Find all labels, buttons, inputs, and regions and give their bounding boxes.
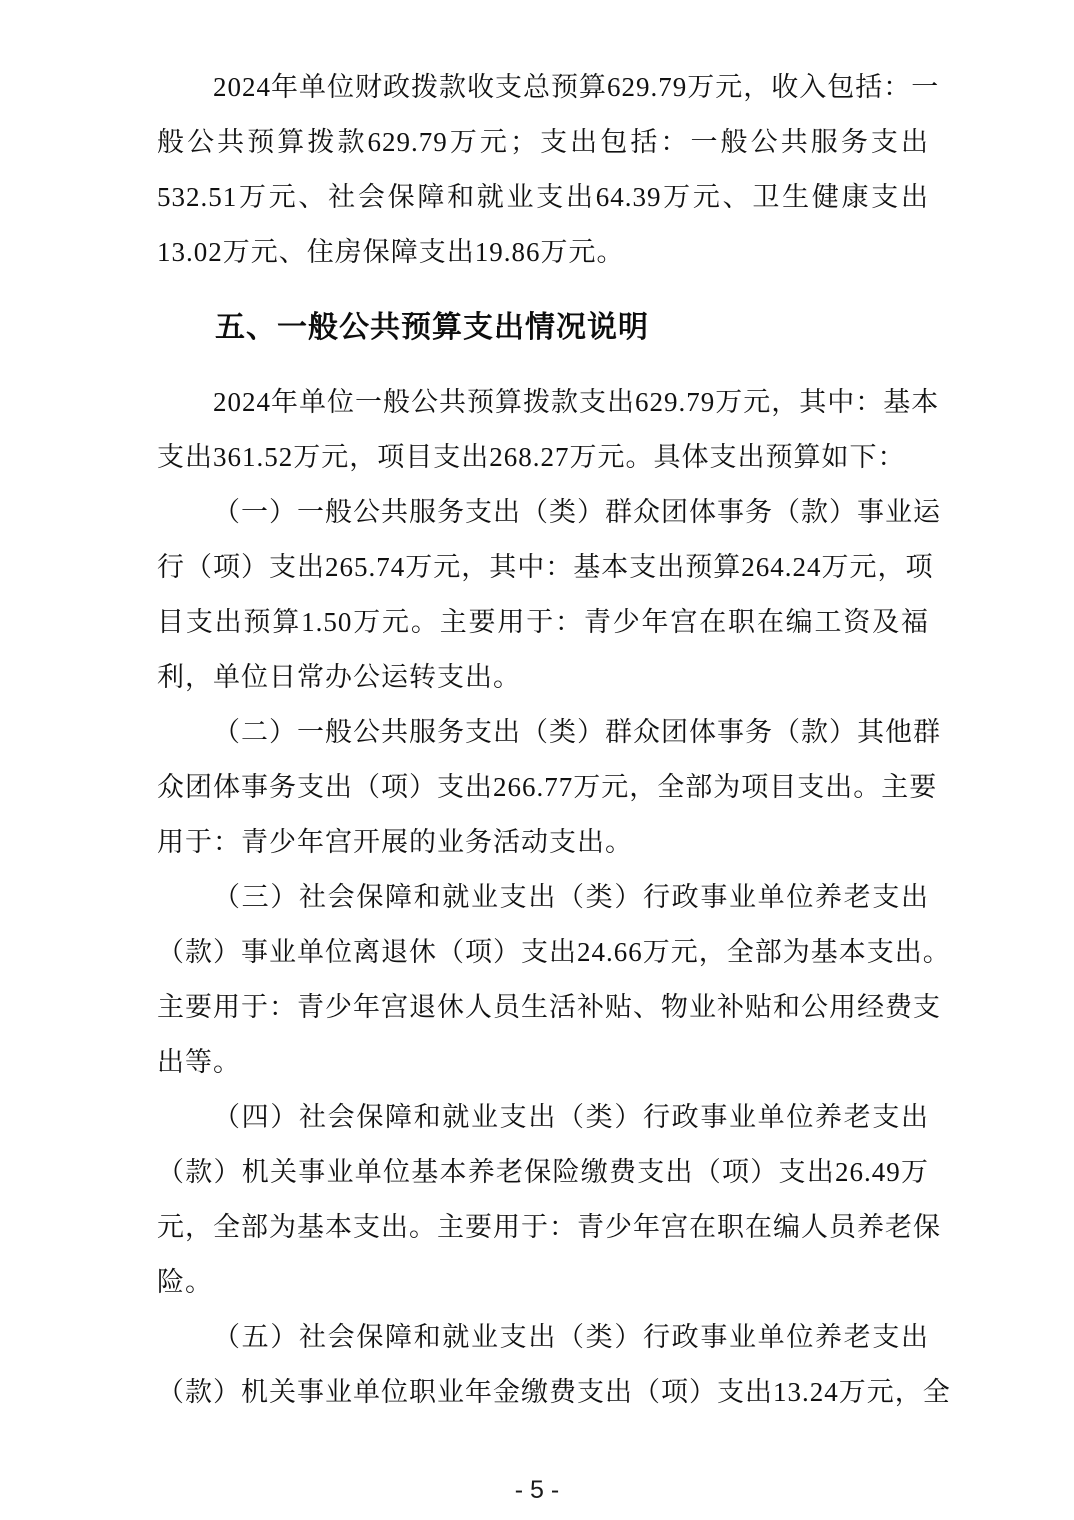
page-number: - 5 -: [514, 1476, 560, 1504]
item-paragraph-3: [157, 870, 951, 1090]
text-line: （五）社会保障和就业支出（类）行政事业单位养老支出: [213, 1322, 929, 1352]
section-heading: 五、一般公共预算支出情况说明: [215, 311, 649, 344]
item-paragraph-2: [157, 705, 941, 870]
text-line: 出等。: [157, 1047, 241, 1077]
text-line: （四）社会保障和就业支出（类）行政事业单位养老支出: [213, 1102, 929, 1132]
text-line: （款）机关事业单位基本养老保险缴费支出（项）支出26.49万: [157, 1157, 929, 1187]
text-line: 目支出预算1.50万元。主要用于：青少年宫在职在编工资及福: [157, 607, 929, 637]
item-paragraph-5: [157, 1310, 951, 1420]
text-line: 险。: [157, 1267, 213, 1297]
text-line: （三）社会保障和就业支出（类）行政事业单位养老支出: [213, 882, 929, 912]
text-line: 13.02万元、住房保障支出19.86万元。: [157, 237, 625, 267]
text-line: 元，全部为基本支出。主要用于：青少年宫在职在编人员养老保: [157, 1212, 941, 1242]
expenditure-overview-paragraph: [157, 375, 940, 485]
text-line: 般公共预算拨款629.79万元；支出包括：一般公共服务支出: [157, 127, 929, 157]
text-line: 主要用于：青少年宫退休人员生活补贴、物业补贴和公用经费支: [157, 992, 941, 1022]
text-line: 2024年单位财政拨款收支总预算629.79万元，收入包括：一: [213, 72, 940, 102]
text-line: 532.51万元、社会保障和就业支出64.39万元、卫生健康支出: [157, 182, 929, 212]
page-footer: [0, 1472, 1074, 1508]
text-line: （款）机关事业单位职业年金缴费支出（项）支出13.24万元，全: [157, 1377, 951, 1407]
fiscal-summary-paragraph: [157, 60, 940, 280]
text-line: 行（项）支出265.74万元，其中：基本支出预算264.24万元，项: [157, 552, 934, 582]
text-line: 支出361.52万元，项目支出268.27万元。具体支出预算如下：: [157, 442, 906, 472]
text-line: 利，单位日常办公运转支出。: [157, 662, 521, 692]
text-line: 用于：青少年宫开展的业务活动支出。: [157, 827, 633, 857]
item-paragraph-4: [157, 1090, 941, 1310]
text-line: （款）事业单位离退休（项）支出24.66万元，全部为基本支出。: [157, 937, 951, 967]
text-line: （一）一般公共服务支出（类）群众团体事务（款）事业运: [213, 497, 941, 527]
document-body: [157, 60, 951, 1420]
item-paragraph-1: [157, 485, 941, 705]
text-line: 2024年单位一般公共预算拨款支出629.79万元，其中：基本: [213, 387, 940, 417]
text-line: （二）一般公共服务支出（类）群众团体事务（款）其他群: [213, 717, 941, 747]
text-line: 众团体事务支出（项）支出266.77万元，全部为项目支出。主要: [157, 772, 938, 802]
